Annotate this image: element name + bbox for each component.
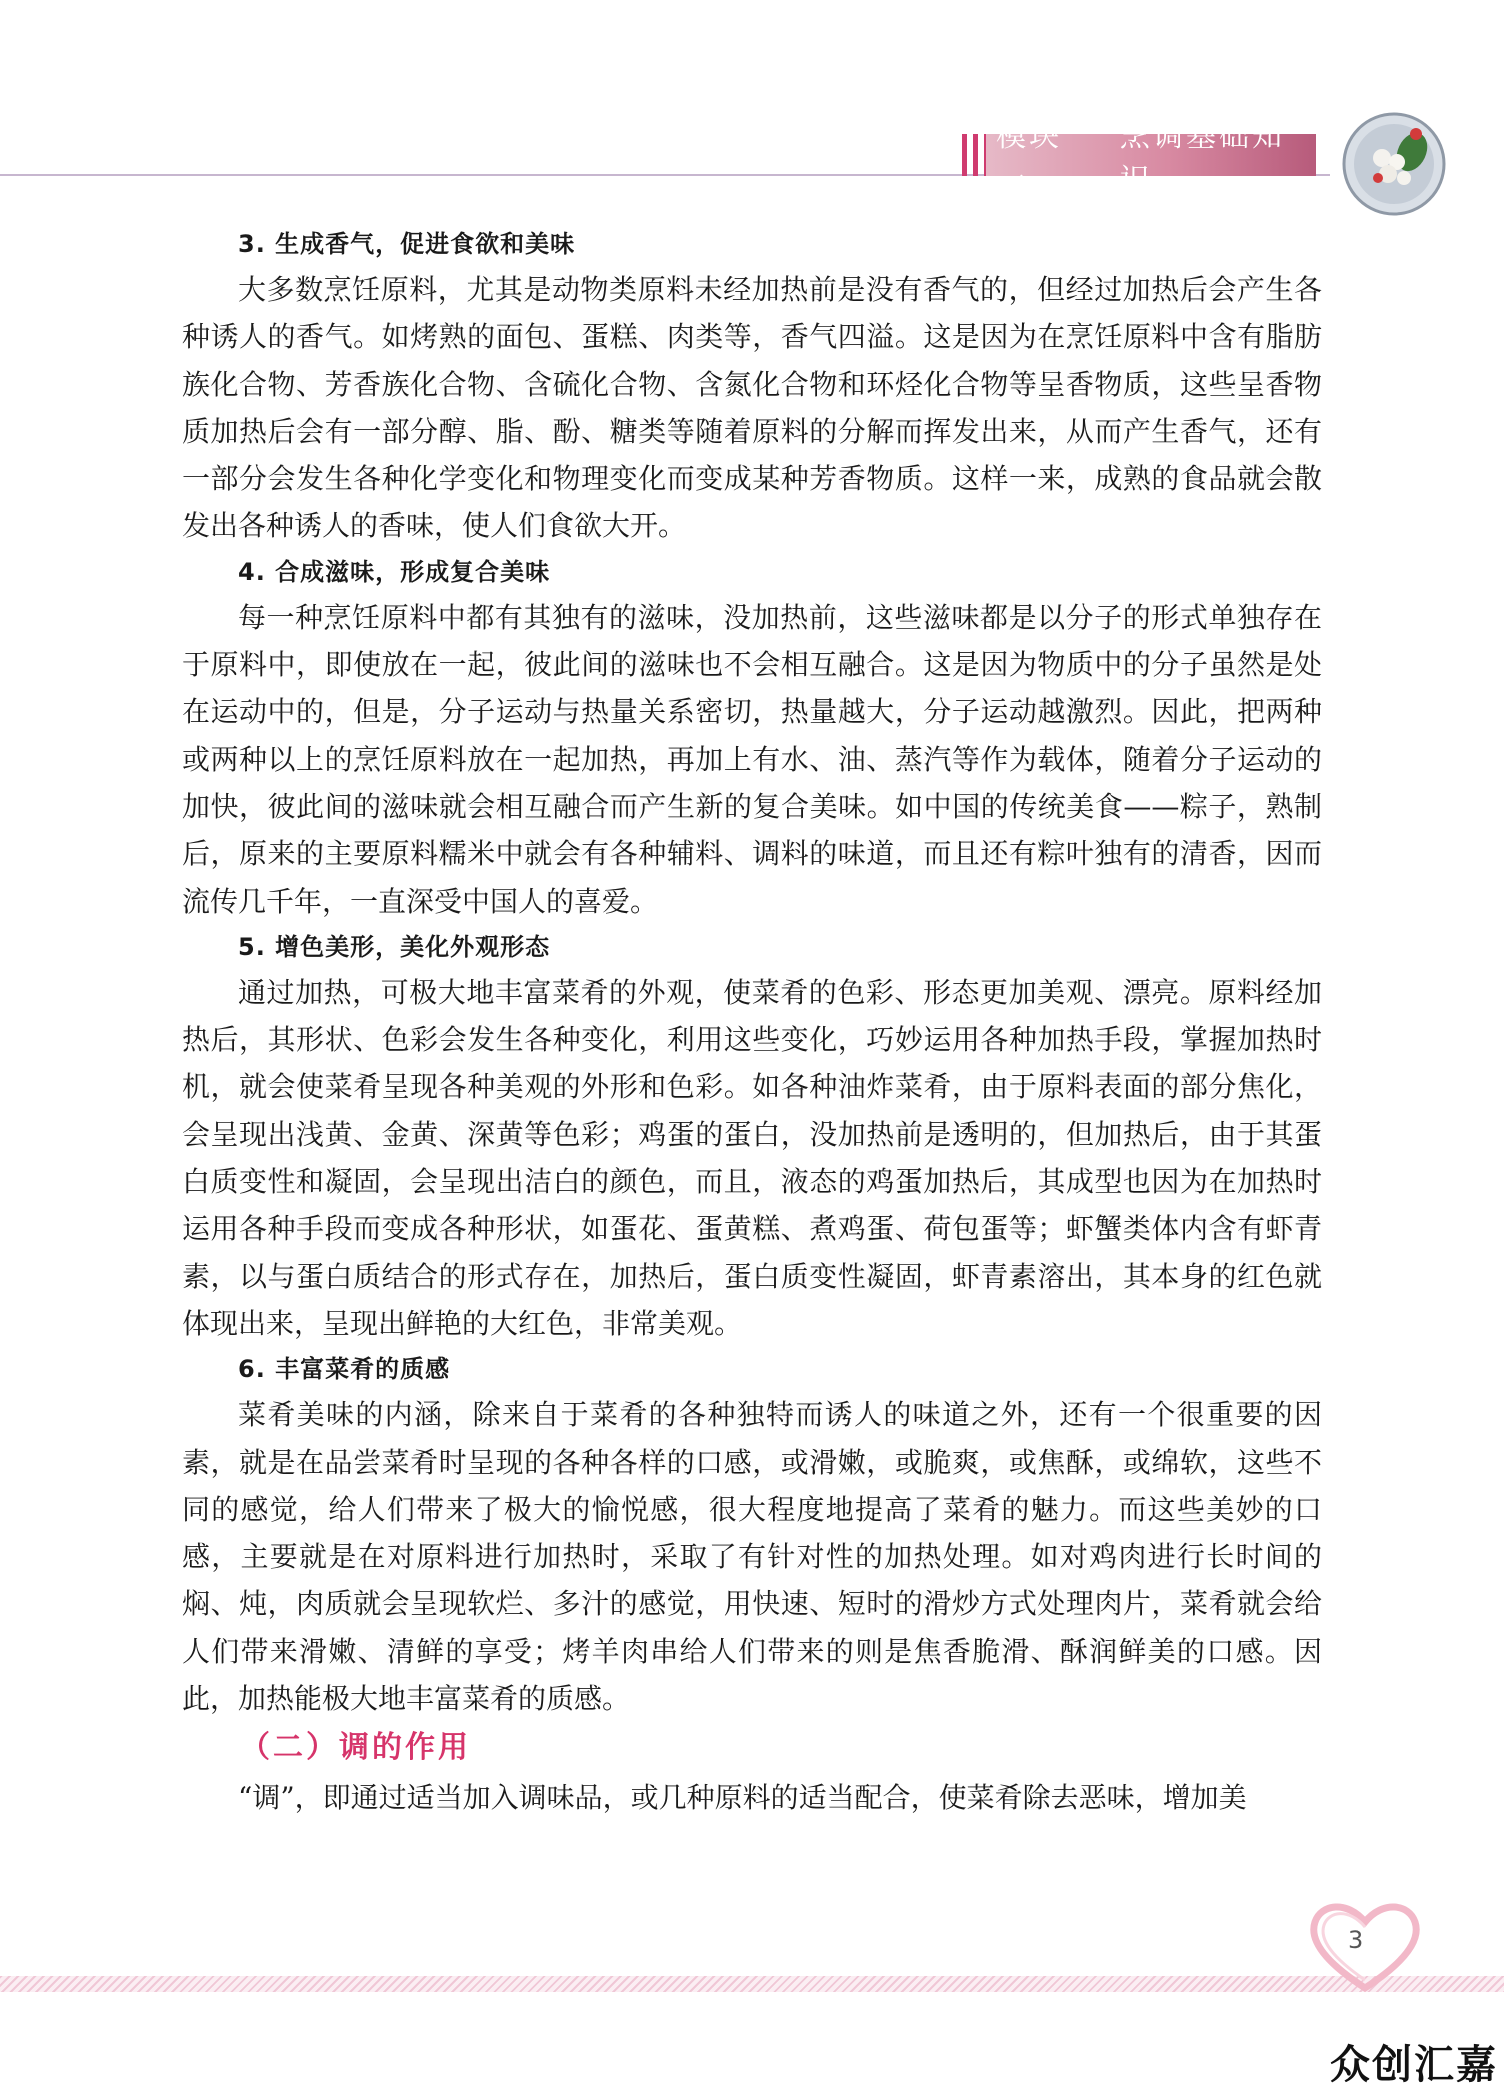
- section-heading: 5. 增色美形，美化外观形态: [238, 932, 551, 961]
- subsection-heading: （二）调的作用: [240, 1730, 471, 1766]
- module-title: 烹调基础知识: [1120, 119, 1285, 198]
- heart-icon: [1305, 1896, 1425, 1996]
- section-heading: 4. 合成滋味，形成复合美味: [238, 557, 551, 586]
- section-paragraph: 通过加热，可极大地丰富菜肴的外观，使菜肴的色彩、形态更加美观、漂亮。原料经加热后，其形状、色彩会发生各种变化，利用这些变化，巧妙运用各种加热手段，掌握加热时机，就会使菜肴呈现各种美观的外形和色彩。如各种油炸菜肴，由于原料表面的部分焦化，会呈现出浅黄、金黄、深黄等色彩；鸡蛋的蛋白，没加热前是透明的，但加热后，由于其蛋白质变性和凝固，会呈现出洁白的颜色，而且，液态的鸡蛋加热后，其成型也因为在加热时运用各种手段而变成各种形状，如蛋花、蛋黄糕、煮鸡蛋、荷包蛋等；虾蟹类体内含有虾青素，以与蛋白质结合的形式存在，加热后，蛋白质变性凝固，虾青素溶出，其本身的红色就体现出来，呈现出鲜艳的大红色，非常美观。: [182, 975, 1322, 1340]
- module-label: 模块一: [996, 119, 1062, 198]
- footer-band: [0, 1976, 1504, 1992]
- section-paragraph: 菜肴美味的内涵，除来自于菜肴的各种独特而诱人的味道之外，还有一个很重要的因素，就是在品尝菜肴时呈现的各种各样的口感，或滑嫩，或脆爽，或焦酥，或绵软，这些不同的感觉，给人们带来了极大的愉悦感，很大程度地提高了菜肴的魅力。而这些美妙的口感，主要就是在对原料进行加热时，采取了有针对性的加热处理。如对鸡肉进行长时间的焖、炖，肉质就会呈现软烂、多汁的感觉，用快速、短时的滑炒方式处理肉片，菜肴就会给人们带来滑嫩、清鲜的享受；烤羊肉串给人们带来的则是焦香脆滑、酥润鲜美的口感。因此，加热能极大地丰富菜肴的质感。: [182, 1398, 1322, 1716]
- section-heading: 3. 生成香气，促进食欲和美味: [238, 230, 576, 258]
- running-header: [986, 119, 1316, 198]
- header-bars: [962, 134, 989, 176]
- page-number: 3: [1348, 1926, 1364, 1954]
- section-paragraph: 每一种烹饪原料中都有其独有的滋味，没加热前，这些滋味都是以分子的形式单独存在于原料中，即使放在一起，彼此间的滋味也不会相互融合。这是因为物质中的分子虽然是处在运动中的，但是，分子运动与热量关系密切，热量越大，分子运动越激烈。因此，把两种或两种以上的烹饪原料放在一起加热，再加上有水、油、蒸汽等作为载体，随着分子运动的加快，彼此间的滋味就会相互融合而产生新的复合美味。如中国的传统美食——粽子，熟制后，原来的主要原料糯米中就会有各种辅料、调料的味道，而且还有粽叶独有的清香，因而流传几千年，一直深受中国人的喜爱。: [182, 600, 1322, 918]
- section-heading: 6. 丰富菜肴的质感: [238, 1355, 451, 1384]
- watermark: 众创汇嘉: [1330, 2042, 1498, 2088]
- section-paragraph: 大多数烹饪原料，尤其是动物类原料未经加热前是没有香气的，但经过加热后会产生各种诱人的香气。如烤熟的面包、蛋糕、肉类等，香气四溢。这是因为在烹饪原料中含有脂肪族化合物、芳香族化合物、含硫化合物、含氮化合物和环烃化合物等呈香物质，这些呈香物质加热后会有一部分醇、脂、酚、糖类等随着原料的分解而挥发出来，从而产生香气，还有一部分会发生各种化学变化和物理变化而变成某种芳香物质。这样一来，成熟的食品就会散发出各种诱人的香味，使人们食欲大开。: [182, 273, 1322, 543]
- subsection-paragraph: “调”，即通过适当加入调味品，或几种原料的适当配合，使菜肴除去恶味，增加美: [238, 1781, 1247, 1815]
- page-body: [182, 222, 1322, 1822]
- food-plate-icon: [1342, 112, 1446, 216]
